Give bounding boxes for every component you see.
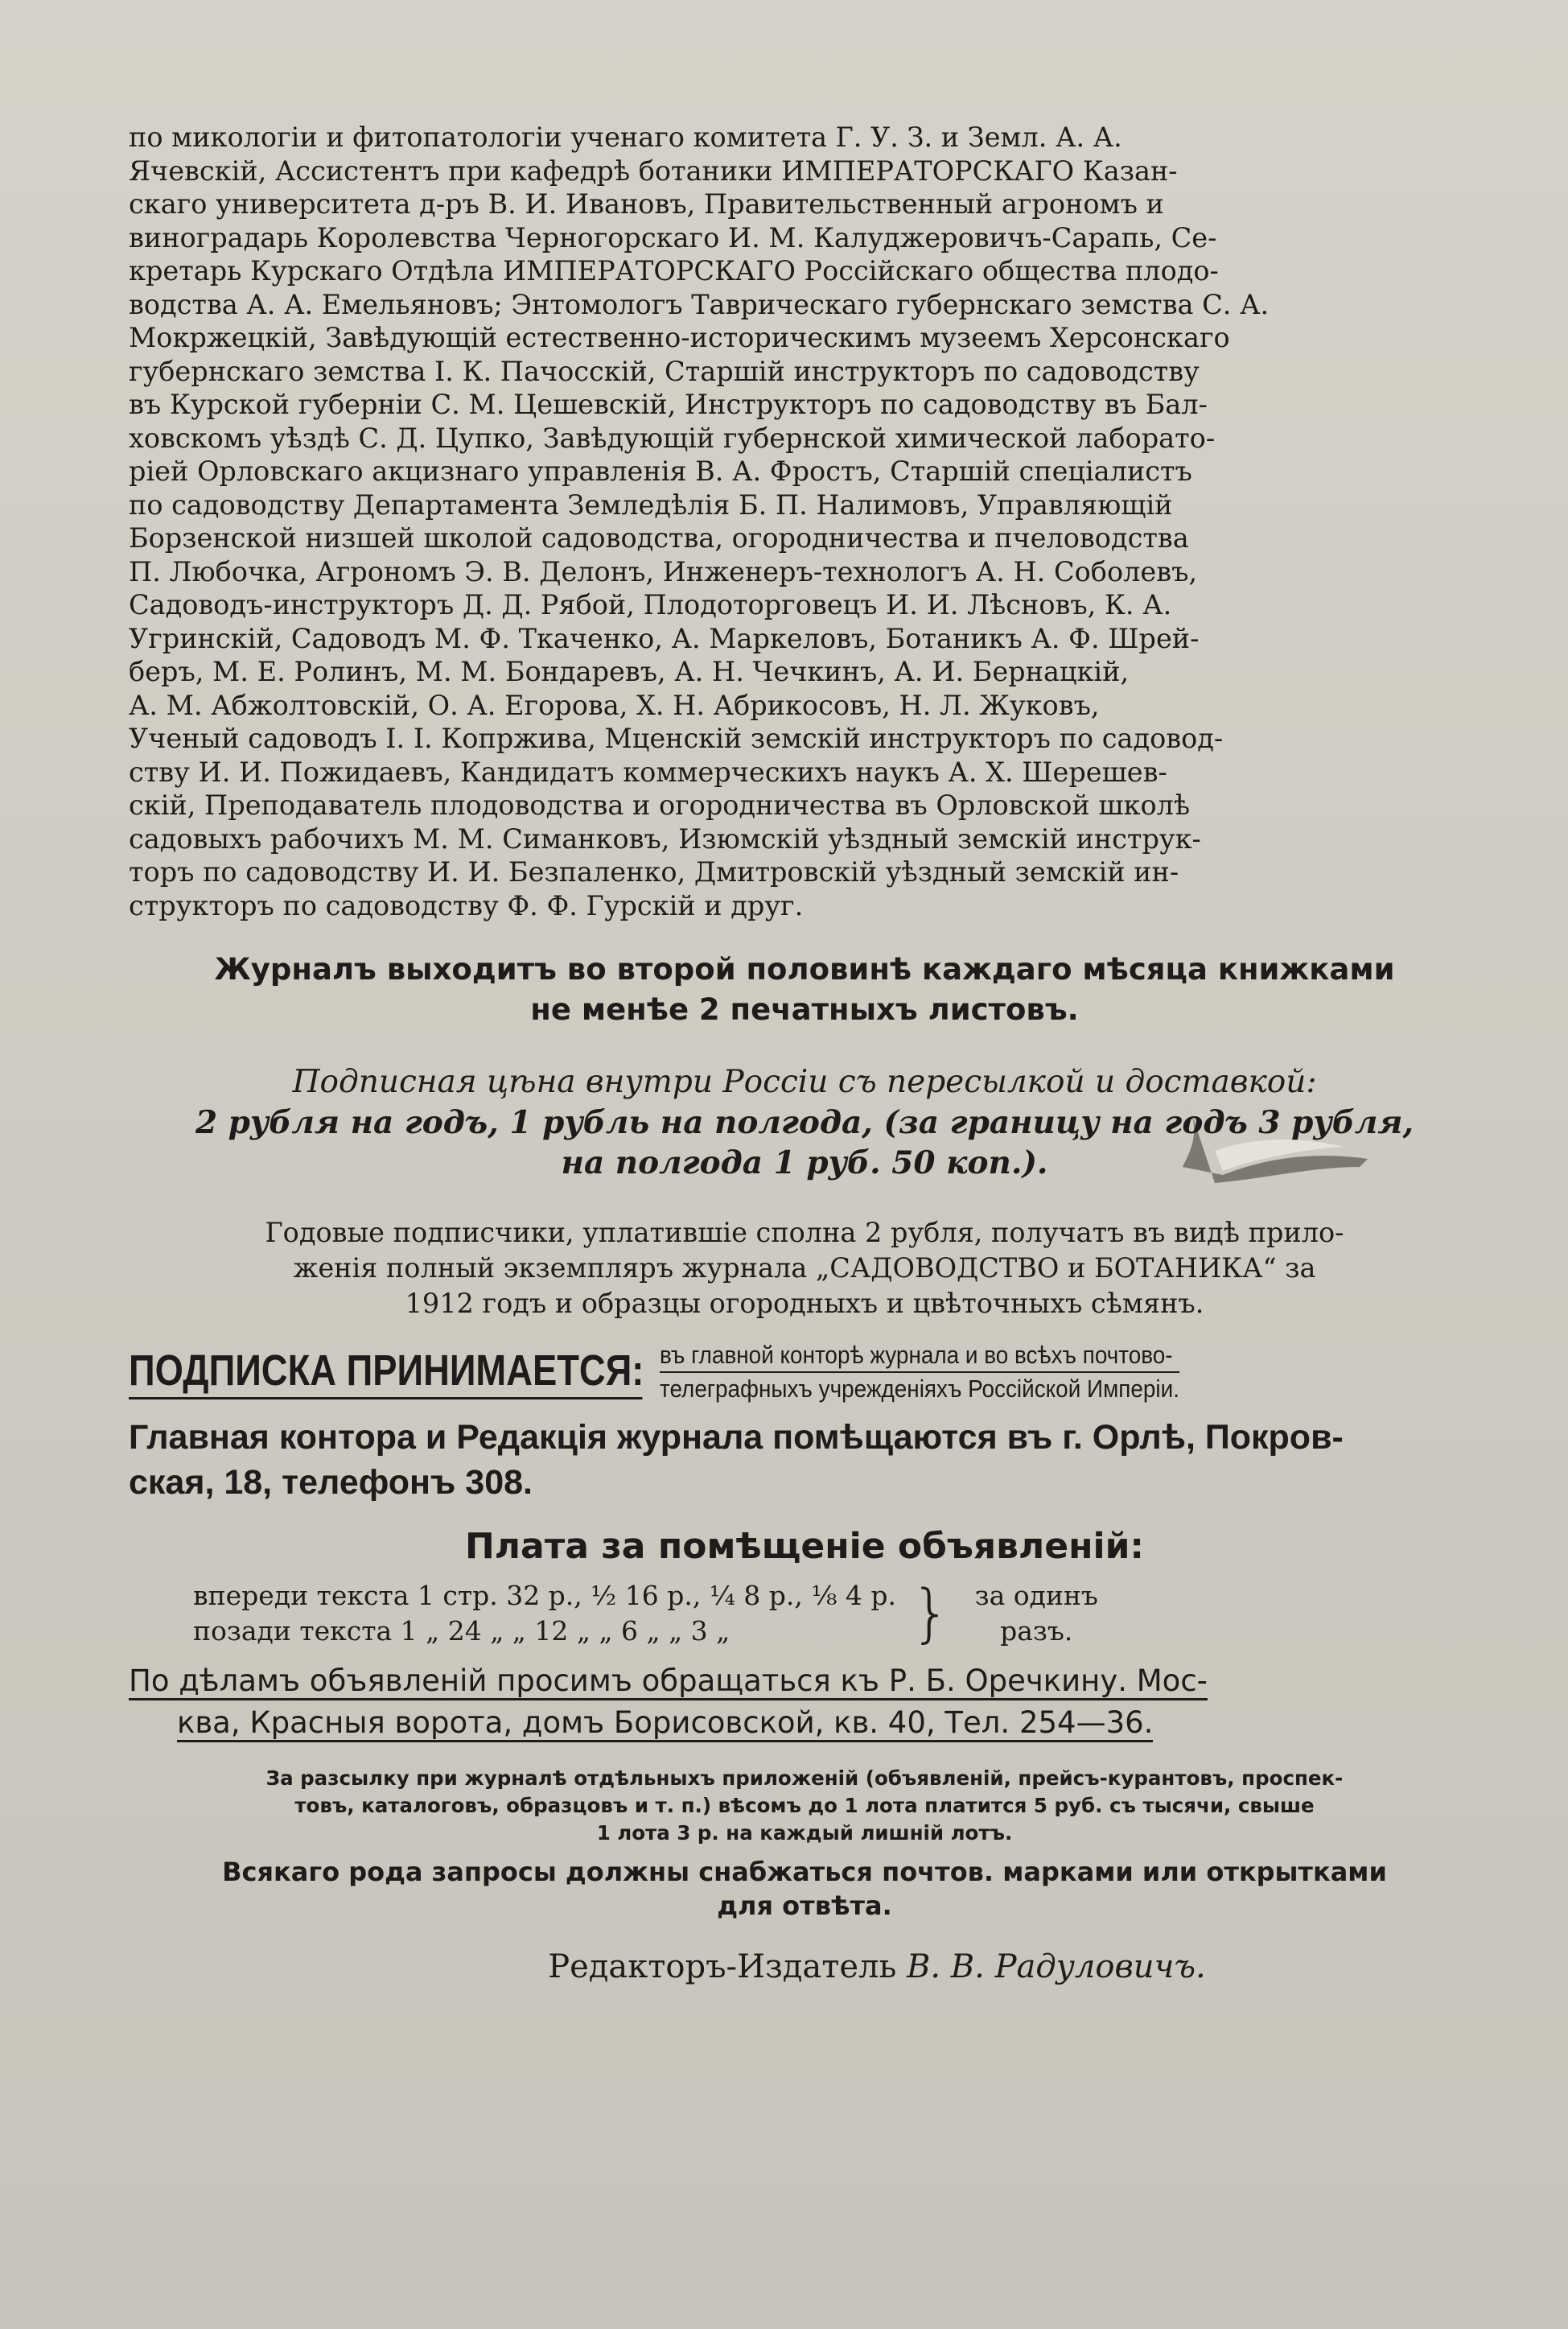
editor-label: Редакторъ-Издатель: [548, 1948, 897, 1985]
price-line-2: 2 рубля на годъ, 1 рубль на полгода, (за границу на годъ 3 рубля,: [195, 1104, 1414, 1141]
ad-rate-row-front: впереди текста 1 стр. 32 р., ½ 16 р., ¼ 8 р., ⅛ 4 р.: [193, 1580, 896, 1611]
contact-line-1: [129, 1660, 1480, 1702]
text-line: по садоводству Департамента Земледѣлія Б. П. Налимовъ, Управляющій: [129, 488, 1173, 521]
text-line: въ Курской губерніи С. М. Цешевскій, Инструкторъ по садоводству въ Бал-: [129, 389, 1208, 420]
text-line: Ученый садоводъ І. І. Копржива, Мценскій земскій инструкторъ по садовод-: [129, 723, 1224, 754]
publication-schedule: [129, 950, 1480, 1030]
request-line-1: Всякаго рода запросы должны снабжаться почтов. марками или открытками: [222, 1857, 1387, 1887]
note-line-1: за одинъ: [974, 1580, 1098, 1611]
schedule-line-1: Журналъ выходитъ во второй половинѣ каждаго мѣсяца книжками: [214, 952, 1395, 987]
ad-rates-rows: [193, 1578, 896, 1649]
ad-rates-table: [193, 1578, 1480, 1649]
mailing-line-3: 1 лота 3 р. на каждый лишній лотъ.: [596, 1821, 1013, 1845]
text-line: Угринскій, Садоводъ М. Ф. Ткаченко, А. Маркеловъ, Ботаникъ А. Ф. Шрей-: [129, 622, 1200, 654]
text-line: А. М. Абжолтовскій, О. А. Егорова, Х. Н. Абрикосовъ, Н. Л. Жуковъ,: [129, 689, 1100, 721]
text-line: скаго университета д-ръ В. И. Ивановъ, Правительственный агрономъ и: [129, 188, 1164, 220]
text-line: садовыхъ рабочихъ М. М. Симанковъ, Изюмскій уѣздный земскій инструк-: [129, 822, 1201, 855]
text-line: по микологіи и фитопатологіи ученаго комитета Г. У. З. и Земл. А. А.: [129, 122, 1122, 153]
price-line-3: на полгода 1 руб. 50 коп.).: [561, 1144, 1048, 1181]
text-line: кретарь Курскаго Отдѣла ИМПЕРАТОРСКАГО Россійскаго общества плодо-: [129, 255, 1219, 286]
ad-rates-title: Плата за помѣщеніе объявленій:: [464, 1526, 1144, 1567]
text-line: структоръ по садоводству Ф. Ф. Гурскій и друг.: [129, 889, 804, 921]
text-line: Ячевскій, Ассистентъ при кафедрѣ ботаники ИМПЕРАТОРСКАГО Казан-: [129, 155, 1178, 187]
contact-text-2: ква, Красныя ворота, домъ Борисовской, кв. 40, Тел. 254—36.: [177, 1705, 1153, 1742]
office-line-2: ская, 18, телефонъ 308.: [129, 1463, 533, 1502]
brace-icon: }: [910, 1577, 951, 1650]
text-line: Борзенской низшей школой садоводства, огородничества и пчеловодства: [129, 522, 1189, 554]
subscription-heading: ПОДПИСКА ПРИНИМАЕТСЯ:: [129, 1346, 642, 1399]
schedule-line-2: не менѣе 2 печатныхъ листовъ.: [530, 992, 1079, 1027]
text-line: беръ, М. Е. Ролинъ, М. М. Бондаревъ, А. Н. Чечкинъ, А. И. Бернацкій,: [129, 656, 1130, 687]
subscription-info: [129, 1339, 1480, 1405]
subscription-line-1: въ главной конторѣ журнала и во всѣхъ почтово-: [660, 1339, 1179, 1373]
ad-rate-row-back: позади текста 1 „ 24 „ „ 12 „ „ 6 „ „ 3 „: [193, 1615, 730, 1647]
text-line: Садоводъ-инструкторъ Д. Д. Рябой, Плодоторговецъ И. И. Лѣсновъ, К. А.: [129, 589, 1172, 620]
editor-name: В. В. Радуловичъ.: [906, 1948, 1206, 1985]
main-office: [129, 1415, 1480, 1505]
note-line-2: разъ.: [1000, 1615, 1073, 1647]
request-notice: [129, 1855, 1480, 1923]
subscriber-gift: [129, 1215, 1480, 1321]
contact-line-2: [129, 1702, 1480, 1744]
ads-contact: [129, 1660, 1480, 1744]
gift-line-1: Годовые подписчики, уплатившіе сполна 2 рубля, получатъ въ видѣ прило-: [265, 1217, 1344, 1248]
contact-text-1: По дѣламъ объявленій просимъ обращаться къ Р. Б. Оречкину. Мос-: [129, 1663, 1208, 1700]
subscription-price: [129, 1062, 1480, 1183]
subscription-places: [660, 1339, 1179, 1405]
price-line-1: Подписная цѣна внутри Россіи съ пересылкой и доставкой:: [292, 1064, 1317, 1100]
page-content: [129, 121, 1480, 1985]
text-line: губернскаго земства І. К. Пачосскій, Старшій инструкторъ по садоводству: [129, 355, 1200, 387]
request-line-2: для отвѣта.: [717, 1890, 892, 1921]
editor-signature: [129, 1948, 1480, 1985]
mailing-rates: [129, 1765, 1480, 1847]
text-line: П. Любочка, Агрономъ Э. В. Делонъ, Инженеръ-технологъ А. Н. Соболевъ,: [129, 555, 1198, 587]
ad-rates-note: [975, 1578, 1098, 1649]
text-line: ховскомъ уѣздѣ С. Д. Цупко, Завѣдующій губернской химической лаборато-: [129, 422, 1216, 454]
subscription-line-2: телеграфныхъ учрежденіяхъ Россійской Имперіи.: [660, 1375, 1179, 1403]
text-line: Мокржецкій, Завѣдующій естественно-историческимъ музеемъ Херсонскаго: [129, 322, 1230, 353]
text-line: ріей Орловскаго акцизнаго управленія В. А. Фростъ, Старшій спеціалистъ: [129, 455, 1192, 487]
text-line: водства А. А. Емельяновъ; Энтомологъ Таврическаго губернскаго земства С. А.: [129, 288, 1270, 320]
contributors-paragraph: [129, 121, 1480, 922]
office-line-1: Главная контора и Редакція журнала помѣщаются въ г. Орлѣ, Покров-: [129, 1418, 1344, 1457]
text-line: скій, Преподаватель плодоводства и огородничества въ Орловской школѣ: [129, 789, 1191, 821]
mailing-line-1: За разсылку при журналѣ отдѣльныхъ приложеній (объявленій, прейсъ-курантовъ, проспек-: [265, 1766, 1344, 1790]
text-line: ству И. И. Пожидаевъ, Кандидатъ коммерческихъ наукъ А. Х. Шерешев-: [129, 756, 1167, 788]
text-line: виноградарь Королевства Черногорскаго И. М. Калуджеровичъ-Сарапь, Се-: [129, 221, 1217, 254]
mailing-line-2: товъ, каталоговъ, образцовъ и т. п.) вѣсомъ до 1 лота платится 5 руб. съ тысячи, свыше: [294, 1794, 1315, 1817]
text-line: торъ по садоводству И. И. Безпаленко, Дмитровскій уѣздный земскій ин-: [129, 856, 1179, 888]
gift-line-3: 1912 годъ и образцы огородныхъ и цвѣточныхъ сѣмянъ.: [405, 1288, 1204, 1319]
gift-line-2: женія полный экземпляръ журнала „САДОВОДСТВО и БОТАНИКА“ за: [293, 1252, 1316, 1284]
